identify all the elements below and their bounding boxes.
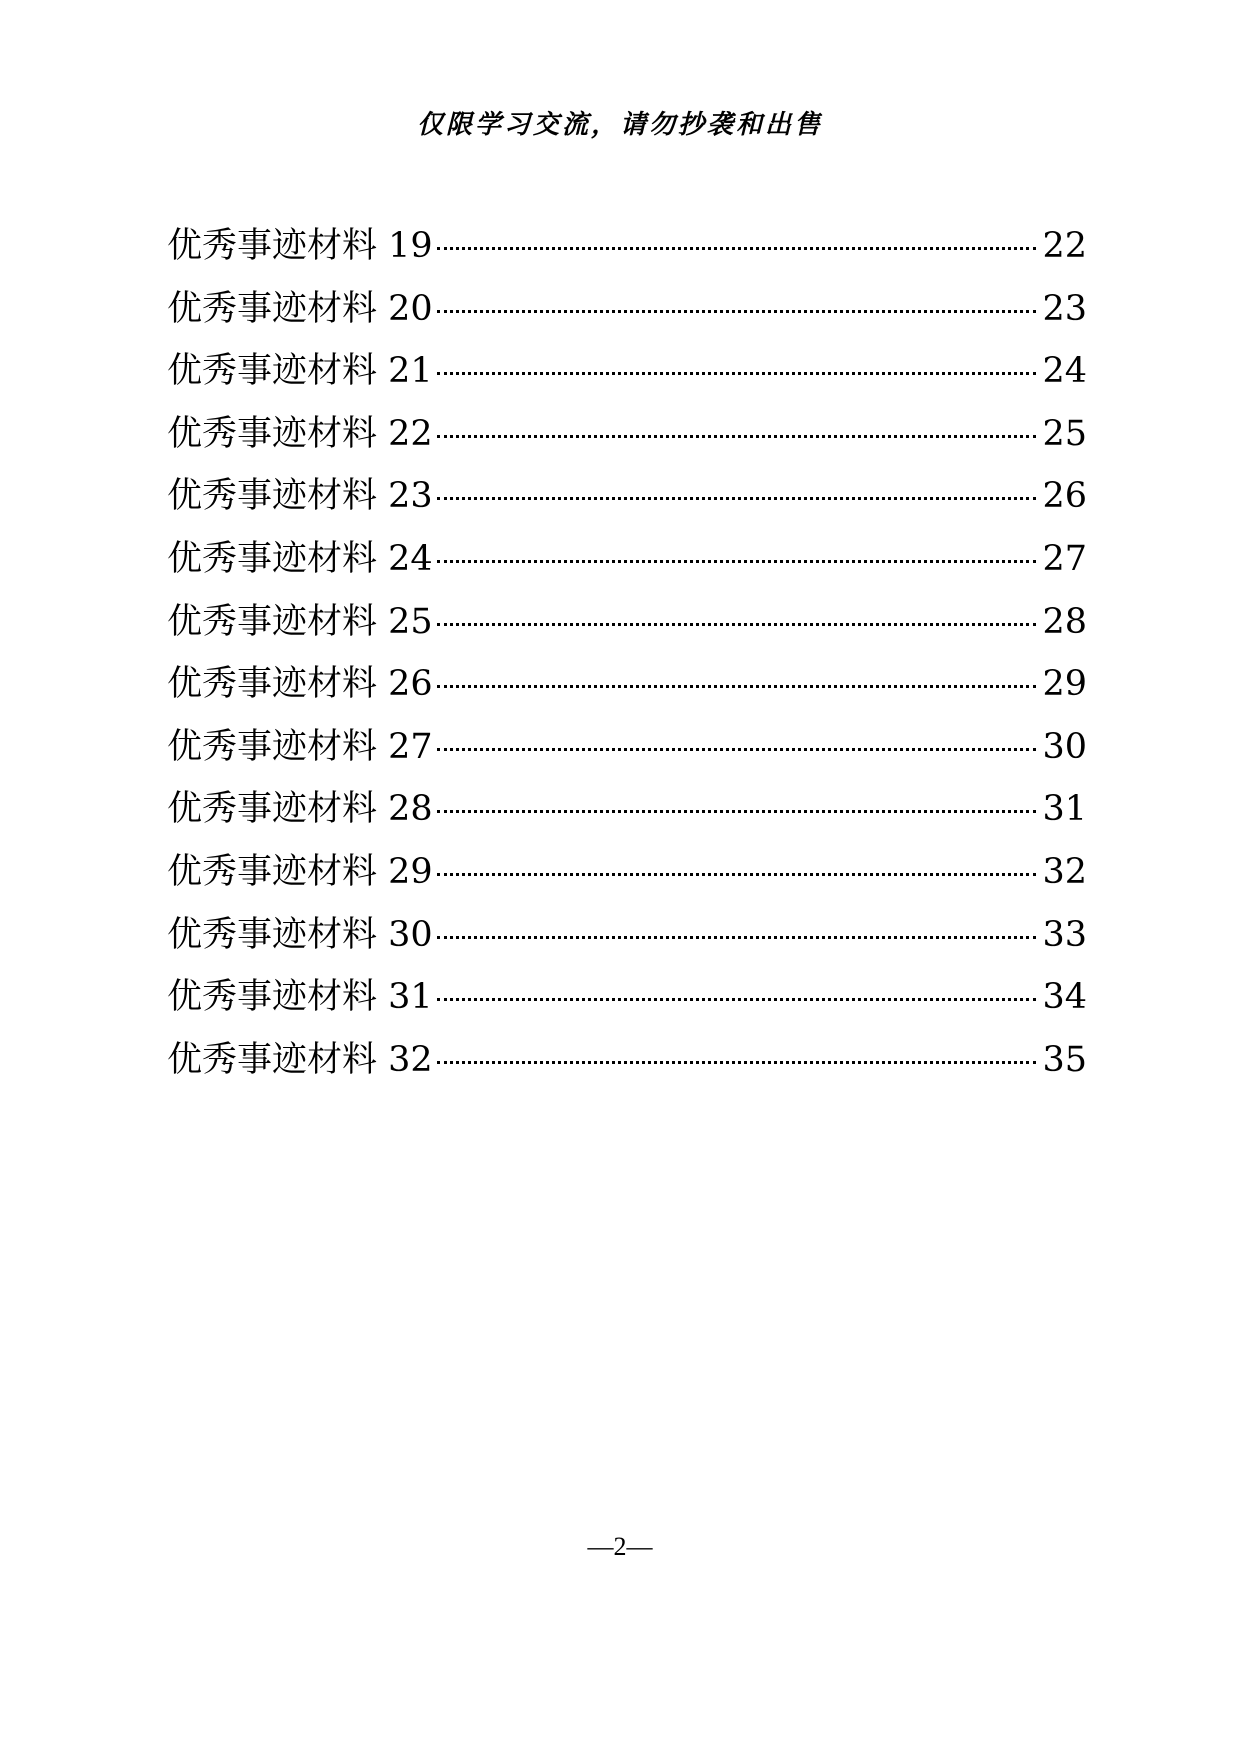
toc-dot-leader (437, 1061, 1037, 1064)
toc-entry-page: 25 (1042, 413, 1087, 454)
toc-entry-page: 32 (1042, 851, 1087, 892)
page-header: 仅限学习交流，请勿抄袭和出售 (416, 110, 823, 140)
toc-entry[interactable] (167, 413, 1087, 479)
toc-entry[interactable] (167, 1039, 1087, 1105)
toc-entry-title: 优秀事迹材料 27 (167, 726, 433, 767)
toc-entry[interactable] (167, 228, 1087, 291)
toc-entry-title: 优秀事迹材料 26 (167, 664, 433, 705)
toc-entry-title: 优秀事迹材料 32 (167, 1039, 433, 1080)
toc-entry-title: 优秀事迹材料 29 (167, 851, 433, 892)
toc-entry-title: 优秀事迹材料 19 (167, 226, 433, 266)
toc-entry[interactable] (167, 666, 1087, 729)
toc-entry-title: 优秀事迹材料 23 (167, 476, 433, 517)
toc-dot-leader (437, 748, 1037, 751)
toc-entry[interactable] (167, 726, 1087, 792)
toc-dot-leader (437, 372, 1037, 375)
toc-dot-leader (437, 247, 1037, 250)
toc-entry-page: 35 (1042, 1039, 1087, 1080)
toc-entry-title: 优秀事迹材料 24 (167, 538, 433, 579)
toc-entry[interactable] (167, 979, 1087, 1042)
toc-entry-page: 23 (1042, 288, 1087, 329)
toc-entry-title: 优秀事迹材料 31 (167, 977, 433, 1018)
toc-entry-title: 优秀事迹材料 30 (167, 914, 433, 955)
toc-entry[interactable] (167, 791, 1087, 854)
toc-entry-title: 优秀事迹材料 21 (167, 351, 433, 392)
toc-entry-page: 30 (1042, 726, 1087, 767)
table-of-contents (167, 228, 1087, 1104)
toc-entry[interactable] (167, 538, 1087, 604)
toc-entry-title: 优秀事迹材料 25 (167, 601, 433, 642)
toc-dot-leader (437, 810, 1037, 813)
toc-entry[interactable] (167, 478, 1087, 541)
toc-entry[interactable] (167, 353, 1087, 416)
toc-entry-title: 优秀事迹材料 28 (167, 789, 433, 830)
toc-dot-leader (437, 998, 1037, 1001)
page-number-footer: —2— (587, 1532, 653, 1561)
toc-entry-page: 28 (1042, 601, 1087, 642)
toc-entry-page: 29 (1042, 664, 1087, 705)
toc-entry-page: 26 (1042, 476, 1087, 517)
toc-entry-page: 24 (1042, 351, 1087, 392)
toc-entry-title: 优秀事迹材料 22 (167, 413, 433, 454)
toc-entry-page: 33 (1042, 914, 1087, 955)
toc-entry-page: 27 (1042, 538, 1087, 579)
toc-dot-leader (437, 435, 1037, 438)
toc-dot-leader (437, 310, 1037, 313)
toc-dot-leader (437, 497, 1037, 500)
toc-dot-leader (437, 560, 1037, 563)
toc-entry-page: 22 (1042, 226, 1087, 266)
toc-dot-leader (437, 685, 1037, 688)
toc-entry-title: 优秀事迹材料 20 (167, 288, 433, 329)
toc-entry[interactable] (167, 288, 1087, 354)
toc-entry-page: 34 (1042, 977, 1087, 1018)
toc-entry[interactable] (167, 601, 1087, 667)
toc-entry[interactable] (167, 851, 1087, 917)
toc-dot-leader (437, 936, 1037, 939)
toc-entry-page: 31 (1042, 789, 1087, 830)
toc-dot-leader (437, 873, 1037, 876)
toc-dot-leader (437, 623, 1037, 626)
toc-entry[interactable] (167, 914, 1087, 980)
